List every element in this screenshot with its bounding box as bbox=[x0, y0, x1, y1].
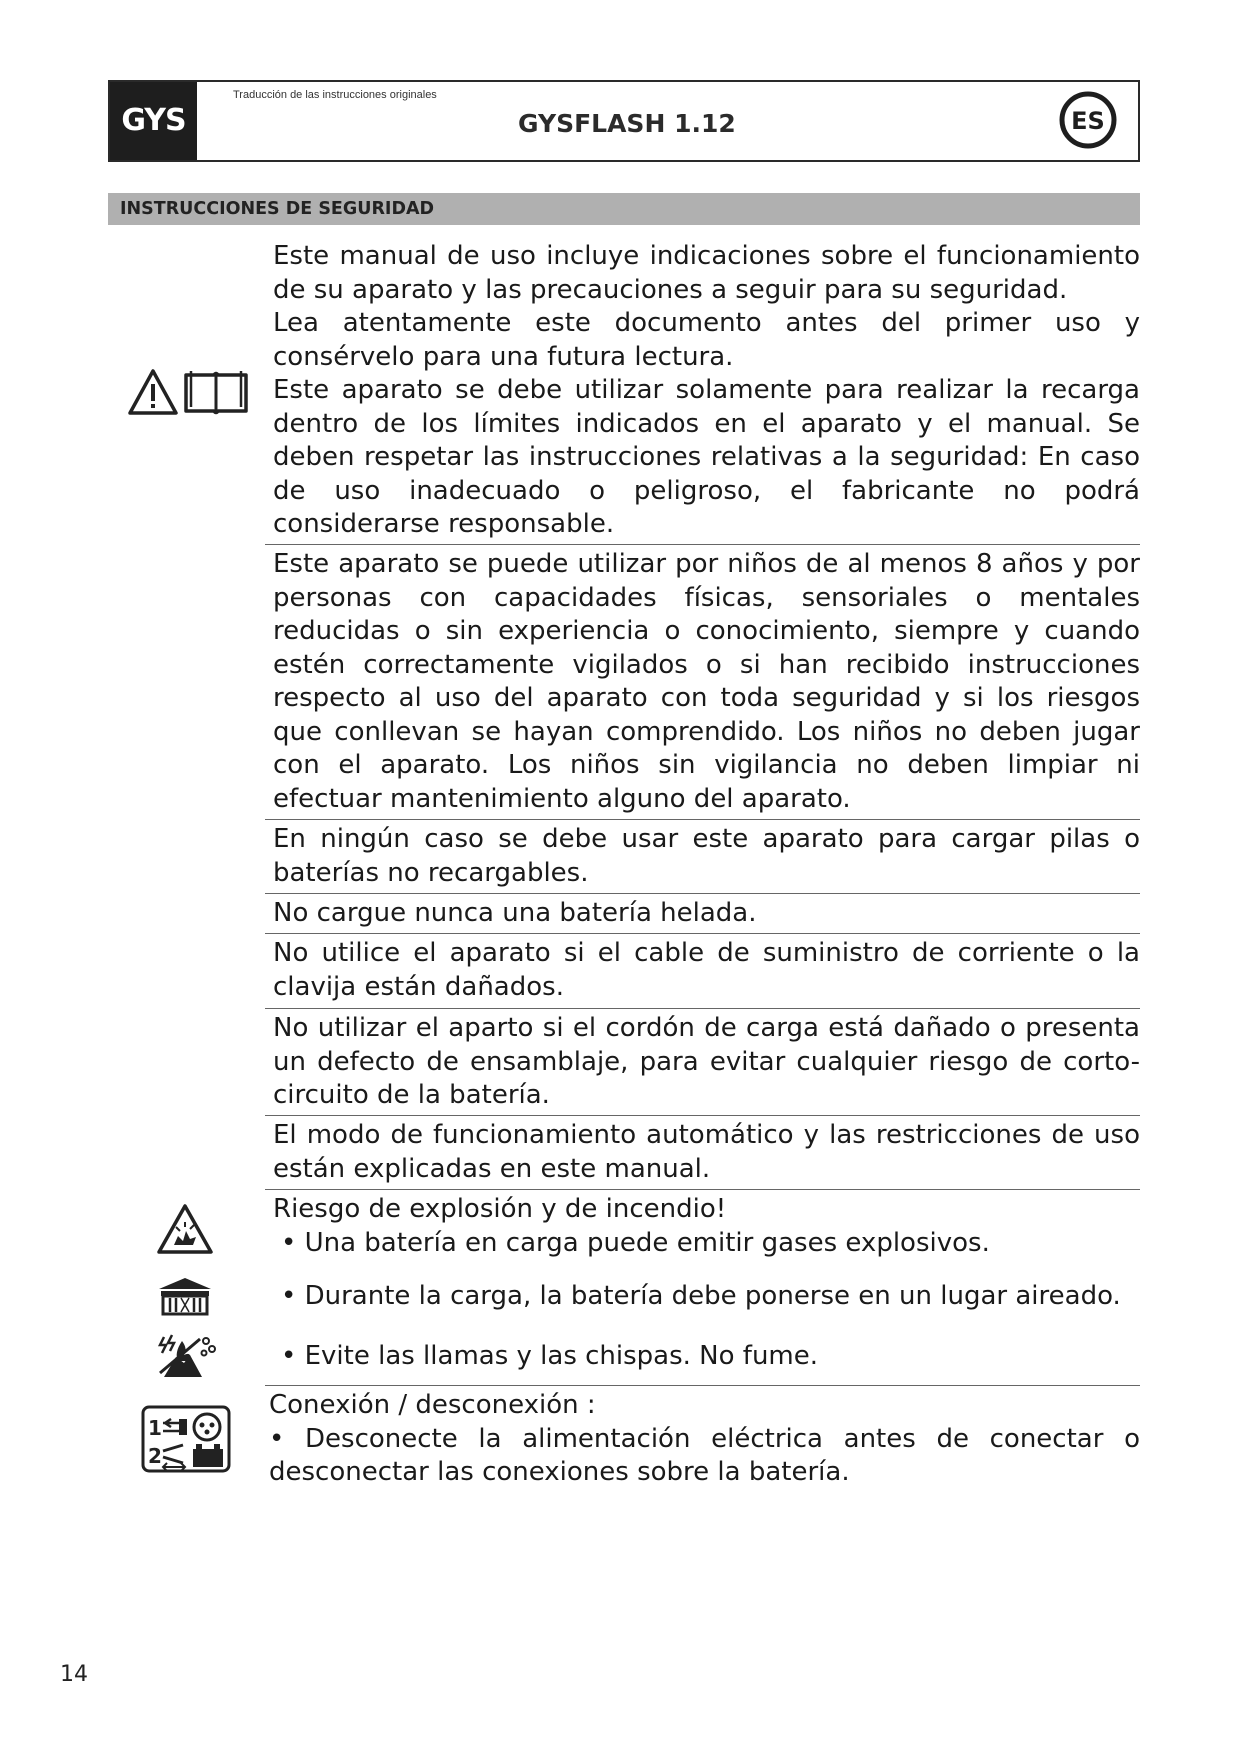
paragraph: Este aparato se debe utilizar solamente para realizar la recarga dentro de los límites indicados en el aparato y el manual. Se deben respetar las instrucciones relativas a la seguridad: En caso de uso inadecuado o peligroso, el fabricante no podrá considerarse responsable. bbox=[273, 375, 1140, 539]
intro-block bbox=[265, 237, 1140, 545]
frozen-battery-block bbox=[265, 894, 1140, 934]
page-number: 14 bbox=[60, 1662, 88, 1687]
paragraph: En ningún caso se debe usar este aparato para cargar pilas o baterías no recargables. bbox=[273, 824, 1140, 888]
no-flames-icon bbox=[156, 1333, 218, 1383]
paragraph: No utilice el aparato si el cable de suministro de corriente o la clavija están dañados. bbox=[273, 938, 1140, 1002]
header-subtitle: Traducción de las instrucciones originales bbox=[233, 89, 437, 101]
manual-warning-icons bbox=[128, 367, 248, 421]
non-rechargeable-block bbox=[265, 820, 1140, 894]
product-title: GYSFLASH 1.12 bbox=[518, 109, 736, 138]
language-code: ES bbox=[1071, 107, 1105, 135]
explosion-risk-heading: Riesgo de explosión y de incendio! bbox=[273, 1194, 727, 1224]
warning-triangle-icon bbox=[130, 371, 176, 413]
bullet-item: • Evite las llamas y las chispas. No fume. bbox=[281, 1340, 819, 1371]
open-book-icon bbox=[186, 371, 246, 413]
charging-cord-block bbox=[265, 1009, 1140, 1116]
explosion-warning-icon bbox=[156, 1203, 214, 1259]
connection-block bbox=[265, 1386, 1140, 1494]
bullet-item: • Durante la carga, la batería debe ponerse en un lugar aireado. bbox=[281, 1281, 1121, 1311]
paragraph: Este manual de uso incluye indicaciones sobre el funcionamiento de su aparato y las precauciones a seguir para su seguridad. bbox=[273, 241, 1140, 305]
language-badge bbox=[1058, 90, 1118, 150]
paragraph: Lea atentamente este documento antes del primer uso y consérvelo para una futura lectura. bbox=[273, 308, 1140, 372]
paragraph: El modo de funcionamiento automático y las restricciones de uso están explicadas en este manual. bbox=[273, 1120, 1140, 1184]
ventilated-shelter-icon bbox=[155, 1275, 215, 1321]
paragraph: No utilizar el aparto si el cordón de carga está dañado o presenta un defecto de ensamblaje, para evitar cualquier riesgo de corto-circuito de la batería. bbox=[273, 1013, 1140, 1110]
damaged-cable-block bbox=[265, 934, 1140, 1009]
gys-logo: GYS bbox=[110, 82, 197, 160]
paragraph: No cargue nunca una batería helada. bbox=[273, 898, 757, 928]
bullet-item: • Desconecte la alimentación eléctrica antes de conectar o desconectar las conexiones sobre la batería. bbox=[269, 1423, 1140, 1487]
paragraph: Este aparato se puede utilizar por niños de al menos 8 años y por personas con capacidades físicas, sensoriales o mentales reducidas o sin experiencia o conocimiento, siempre y cuando estén correctamente vigilados o si han recibido instrucciones respecto al uso del aparato con toda seguridad y si los riesgos que conllevan se hayan comprendido. Los niños no deben jugar con el aparato. Los niños sin vigilancia no deben limpiar ni efectuar mantenimiento alguno del aparato. bbox=[273, 549, 1140, 814]
svg-text:2: 2 bbox=[148, 1444, 162, 1468]
bullet-item: • Una batería en carga puede emitir gases explosivos. bbox=[281, 1227, 990, 1258]
connection-heading: Conexión / desconexión : bbox=[269, 1390, 596, 1420]
section-title: INSTRUCCIONES DE SEGURIDAD bbox=[108, 193, 1140, 225]
connection-sequence-icon bbox=[141, 1405, 231, 1477]
safety-instructions bbox=[265, 237, 1140, 1494]
svg-text:1: 1 bbox=[148, 1416, 162, 1440]
document-header bbox=[108, 80, 1140, 162]
children-usage-block bbox=[265, 545, 1140, 820]
language-circle-icon bbox=[1058, 90, 1118, 150]
automatic-mode-block bbox=[265, 1116, 1140, 1190]
explosion-risk-block bbox=[265, 1190, 1140, 1386]
